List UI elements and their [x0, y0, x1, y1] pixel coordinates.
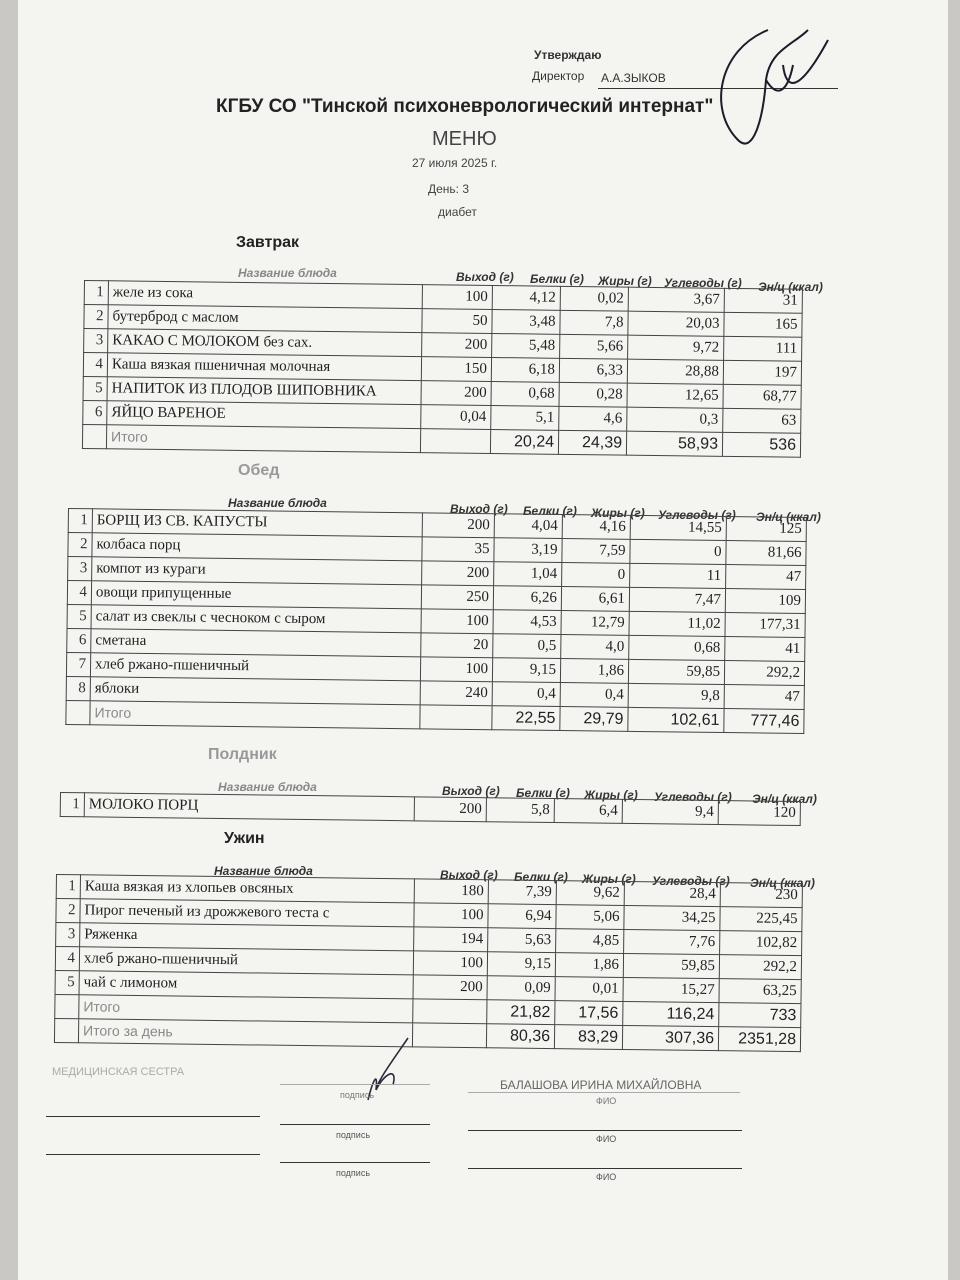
dish-fat: 7,8	[560, 310, 628, 335]
dish-name: КАКАО С МОЛОКОМ без сах.	[108, 329, 422, 357]
dish-fat: 6,4	[554, 799, 622, 824]
dish-carbs: 0	[630, 539, 726, 564]
dish-protein: 3,48	[492, 309, 560, 334]
dish-carbs: 12,65	[627, 383, 723, 408]
dish-protein: 6,94	[488, 904, 556, 929]
dish-carbs: 9,72	[628, 335, 724, 360]
sign-label-2: подпись	[336, 1130, 371, 1140]
nurse-name: БАЛАШОВА ИРИНА МИХАЙЛОВНА	[500, 1078, 702, 1092]
dinner-total-fat: 17,56	[555, 1001, 623, 1026]
dish-carbs: 7,47	[629, 587, 725, 612]
dish-energy: 125	[726, 517, 806, 542]
dish-name: яблоки	[90, 677, 420, 705]
dish-energy: 31	[724, 288, 802, 313]
dish-name: компот из кураги	[92, 557, 422, 585]
col-carbs-header: Углеводы (г)	[664, 276, 742, 290]
col-fat-header: Жиры (г)	[582, 872, 636, 886]
col-carbs-header: Углеводы (г)	[654, 790, 732, 804]
dish-energy: 120	[718, 801, 800, 826]
col-name-header: Название блюда	[238, 266, 337, 280]
dish-name: ЯЙЦО ВАРЕНОЕ	[107, 401, 421, 429]
dish-fat: 12,79	[561, 611, 629, 636]
dish-protein: 1,04	[494, 562, 562, 587]
day-total-label: Итого за день	[78, 1019, 412, 1047]
col-energy-header: Эн/ц (ккал)	[756, 510, 821, 524]
row-number: 4	[67, 581, 91, 605]
dish-yield: 100	[420, 657, 492, 682]
dish-energy: 177,31	[725, 613, 805, 638]
menu-diet: диабет	[438, 205, 477, 219]
dish-carbs: 9,4	[622, 799, 718, 824]
row-number: 5	[67, 604, 91, 628]
row-number: 1	[56, 875, 80, 899]
dish-energy: 165	[724, 312, 802, 337]
dish-protein: 4,04	[494, 514, 562, 539]
director-name: А.А.ЗЫКОВ	[601, 71, 666, 85]
dish-yield: 240	[420, 681, 492, 706]
dish-energy: 102,82	[720, 931, 802, 956]
col-fat-header: Жиры (г)	[584, 788, 638, 802]
dish-yield: 0,04	[421, 405, 491, 430]
dish-protein: 4,12	[492, 285, 560, 310]
dish-name: колбаса порц	[92, 533, 422, 561]
dinner-rows	[55, 875, 802, 1004]
col-protein-header: Белки (г)	[516, 786, 570, 800]
dish-energy: 63	[723, 408, 801, 433]
dish-carbs: 28,4	[624, 881, 720, 906]
dinner-title: Ужин	[224, 830, 265, 847]
day-total-protein: 80,36	[486, 1024, 554, 1049]
dish-energy: 109	[725, 589, 805, 614]
dish-fat: 0	[562, 563, 630, 588]
dish-yield: 50	[422, 309, 492, 334]
col-name-header: Название блюда	[228, 496, 327, 510]
dish-energy: 47	[724, 685, 804, 710]
col-name-header: Название блюда	[214, 864, 313, 878]
dish-fat: 4,6	[559, 406, 627, 431]
day-total-fat: 83,29	[554, 1025, 622, 1050]
lunch-total-energy: 777,46	[724, 709, 804, 734]
dish-carbs: 34,25	[624, 905, 720, 930]
dish-carbs: 3,67	[628, 287, 724, 312]
dish-yield: 100	[413, 951, 487, 976]
dish-carbs: 20,03	[628, 311, 724, 336]
lunch-total-protein: 22,55	[492, 706, 560, 731]
dish-name: овощи припущенные	[91, 581, 421, 609]
dish-protein: 5,63	[488, 928, 556, 953]
day-total-carbs: 307,36	[622, 1025, 718, 1050]
dish-yield: 200	[414, 797, 486, 822]
row-number: 5	[55, 970, 79, 994]
col-yield-header: Выход (г)	[442, 784, 500, 798]
dish-energy: 41	[725, 637, 805, 662]
breakfast-total-protein: 20,24	[490, 429, 558, 454]
dish-fat: 0,01	[555, 977, 623, 1002]
dish-yield: 180	[414, 879, 488, 904]
col-protein-header: Белки (г)	[514, 870, 568, 884]
dish-name: хлеб ржано-пшеничный	[79, 947, 413, 975]
dish-energy: 292,2	[719, 955, 801, 980]
row-number: 2	[84, 305, 108, 329]
dish-name: БОРЩ ИЗ СВ. КАПУСТЫ	[92, 509, 422, 537]
dish-protein: 7,39	[488, 880, 556, 905]
dish-name: сметана	[91, 629, 421, 657]
row-number: 3	[56, 923, 80, 947]
breakfast-rows	[83, 281, 803, 434]
dish-carbs: 0,3	[627, 407, 723, 432]
sign-label-1: подпись	[340, 1090, 375, 1100]
row-number: 5	[83, 376, 107, 400]
dish-energy: 230	[720, 883, 802, 908]
fio-label-1: ФИО	[596, 1096, 617, 1106]
row-number: 4	[55, 947, 79, 971]
col-fat-header: Жиры (г)	[598, 274, 652, 288]
lunch-title: Обед	[238, 462, 280, 479]
fio-label-2: ФИО	[596, 1134, 617, 1144]
dish-carbs: 59,85	[623, 953, 719, 978]
dinner-table	[54, 874, 803, 1052]
nurse-label: МЕДИЦИНСКАЯ СЕСТРА	[52, 1066, 185, 1078]
row-number: 2	[68, 533, 92, 557]
dish-yield: 20	[421, 633, 493, 658]
dish-yield: 200	[422, 513, 494, 538]
row-number: 1	[68, 509, 92, 533]
dish-carbs: 28,88	[627, 359, 723, 384]
approve-label: Утверждаю	[534, 48, 602, 62]
dish-energy: 81,66	[726, 541, 806, 566]
dinner-total-energy: 733	[719, 1003, 801, 1028]
lunch-table	[65, 508, 807, 734]
dish-energy: 292,2	[724, 661, 804, 686]
dish-carbs: 11	[630, 563, 726, 588]
dish-carbs: 11,02	[629, 611, 725, 636]
dish-fat: 5,06	[556, 905, 624, 930]
dish-protein: 0,09	[487, 976, 555, 1001]
col-energy-header: Эн/ц (ккал)	[752, 792, 817, 806]
dish-name: бутерброд с маслом	[108, 305, 422, 333]
dish-energy: 197	[723, 360, 801, 385]
dish-carbs: 59,85	[628, 659, 724, 684]
dish-carbs: 7,76	[624, 929, 720, 954]
dish-fat: 0,28	[559, 382, 627, 407]
dish-protein: 0,4	[492, 682, 560, 707]
col-energy-header: Эн/ц (ккал)	[750, 876, 815, 890]
dish-protein: 5,1	[491, 405, 559, 430]
row-number: 2	[56, 899, 80, 923]
dish-name: НАПИТОК ИЗ ПЛОДОВ ШИПОВНИКА	[107, 377, 421, 405]
dish-name: салат из свеклы с чесноком с сыром	[91, 605, 421, 633]
breakfast-total-carbs: 58,93	[626, 431, 722, 456]
organization-name: КГБУ СО "Тинской психоневрологический интернат"	[216, 96, 714, 117]
dish-yield: 200	[421, 381, 491, 406]
dish-yield: 100	[421, 609, 493, 634]
dish-carbs: 0,68	[629, 635, 725, 660]
lunch-total-label: Итого	[90, 701, 420, 729]
col-energy-header: Эн/ц (ккал)	[758, 280, 823, 294]
dish-yield: 200	[422, 333, 492, 358]
dish-fat: 4,0	[561, 635, 629, 660]
dish-energy: 63,25	[719, 979, 801, 1004]
breakfast-title: Завтрак	[236, 234, 300, 251]
dish-name: хлеб ржано-пшеничный	[90, 653, 420, 681]
row-number: 1	[60, 793, 84, 817]
fio-label-3: ФИО	[596, 1172, 617, 1182]
director-label: Директор	[532, 69, 585, 83]
row-number: 6	[83, 400, 107, 424]
dish-protein: 9,15	[492, 658, 560, 683]
col-protein-header: Белки (г)	[530, 272, 584, 286]
dish-protein: 0,68	[491, 381, 559, 406]
dish-protein: 9,15	[487, 952, 555, 977]
col-carbs-header: Углеводы (г)	[658, 508, 736, 522]
dish-fat: 0,4	[560, 683, 628, 708]
menu-day: День: 3	[428, 182, 470, 196]
dish-yield: 200	[422, 561, 494, 586]
breakfast-total-fat: 24,39	[558, 430, 626, 455]
lunch-rows	[66, 509, 806, 710]
col-yield-header: Выход (г)	[450, 502, 508, 516]
col-name-header: Название блюда	[218, 780, 317, 794]
dish-name: Каша вязкая из хлопьев овсяных	[80, 875, 414, 903]
row-number: 8	[66, 676, 90, 700]
dish-yield: 194	[414, 927, 488, 952]
row-number: 7	[66, 652, 90, 676]
dish-protein: 6,26	[493, 586, 561, 611]
dish-protein: 3,19	[494, 538, 562, 563]
dish-fat: 6,61	[561, 587, 629, 612]
dish-energy: 111	[724, 336, 802, 361]
role-line-3	[46, 1154, 260, 1155]
col-carbs-header: Углеводы (г)	[652, 874, 730, 888]
dinner-total-protein: 21,82	[487, 1000, 555, 1025]
dish-fat: 1,86	[555, 953, 623, 978]
row-number: 4	[83, 353, 107, 377]
menu-date: 27 июля 2025 г.	[412, 156, 498, 170]
breakfast-table	[82, 280, 803, 458]
dish-fat: 5,66	[560, 334, 628, 359]
menu-sheet	[18, 0, 948, 1280]
dish-name: чай с лимоном	[79, 971, 413, 999]
sign-line-2	[280, 1124, 430, 1125]
role-line-2	[46, 1116, 260, 1117]
dish-carbs: 9,8	[628, 683, 724, 708]
director-signature	[708, 20, 848, 160]
lunch-total-fat: 29,79	[560, 707, 628, 732]
row-number: 6	[67, 628, 91, 652]
dish-yield: 150	[421, 357, 491, 382]
dish-protein: 0,5	[493, 634, 561, 659]
dish-fat: 1,86	[560, 659, 628, 684]
dish-energy: 68,77	[723, 384, 801, 409]
sign-label-3: подпись	[336, 1168, 371, 1178]
dish-yield: 100	[414, 903, 488, 928]
row-number: 1	[84, 281, 108, 305]
dish-fat: 7,59	[562, 539, 630, 564]
dish-name: Ряженка	[80, 923, 414, 951]
dish-protein: 5,48	[492, 333, 560, 358]
dish-protein: 4,53	[493, 610, 561, 635]
dish-energy: 47	[726, 565, 806, 590]
fio-line-3	[468, 1168, 742, 1169]
dish-carbs: 14,55	[630, 515, 726, 540]
dish-fat: 6,33	[559, 358, 627, 383]
sign-line-3	[280, 1162, 430, 1163]
dish-yield: 100	[422, 285, 492, 310]
dish-name: желе из сока	[108, 281, 422, 309]
dinner-total-carbs: 116,24	[623, 1001, 719, 1026]
col-yield-header: Выход (г)	[440, 868, 498, 882]
dish-carbs: 15,27	[623, 977, 719, 1002]
dish-yield: 35	[422, 537, 494, 562]
dish-name: Пирог печеный из дрожжевого теста с	[80, 899, 414, 927]
day-total-energy: 2351,28	[718, 1027, 800, 1052]
page-title: МЕНЮ	[432, 128, 497, 150]
dish-name: МОЛОКО ПОРЦ	[84, 793, 414, 821]
snack-title: Полдник	[208, 746, 277, 763]
dish-energy: 225,45	[720, 907, 802, 932]
col-fat-header: Жиры (г)	[591, 506, 645, 520]
fio-line-1	[468, 1092, 740, 1093]
sign-line-1	[280, 1084, 430, 1085]
col-protein-header: Белки (г)	[523, 504, 577, 518]
dish-fat: 0,02	[560, 286, 628, 311]
dish-name: Каша вязкая пшеничная молочная	[107, 353, 421, 381]
dish-yield: 250	[421, 585, 493, 610]
dish-fat: 4,16	[562, 515, 630, 540]
dish-protein: 5,8	[486, 798, 554, 823]
col-yield-header: Выход (г)	[456, 270, 514, 284]
breakfast-total-energy: 536	[722, 432, 800, 457]
dinner-total-label: Итого	[79, 995, 413, 1023]
dish-fat: 9,62	[556, 881, 624, 906]
row-number: 3	[68, 557, 92, 581]
dish-protein: 6,18	[491, 357, 559, 382]
fio-line-2	[468, 1130, 742, 1131]
lunch-total-carbs: 102,61	[628, 707, 724, 732]
dish-yield: 200	[413, 975, 487, 1000]
dish-fat: 4,85	[556, 929, 624, 954]
row-number: 3	[84, 329, 108, 353]
breakfast-total-label: Итого	[106, 425, 420, 453]
